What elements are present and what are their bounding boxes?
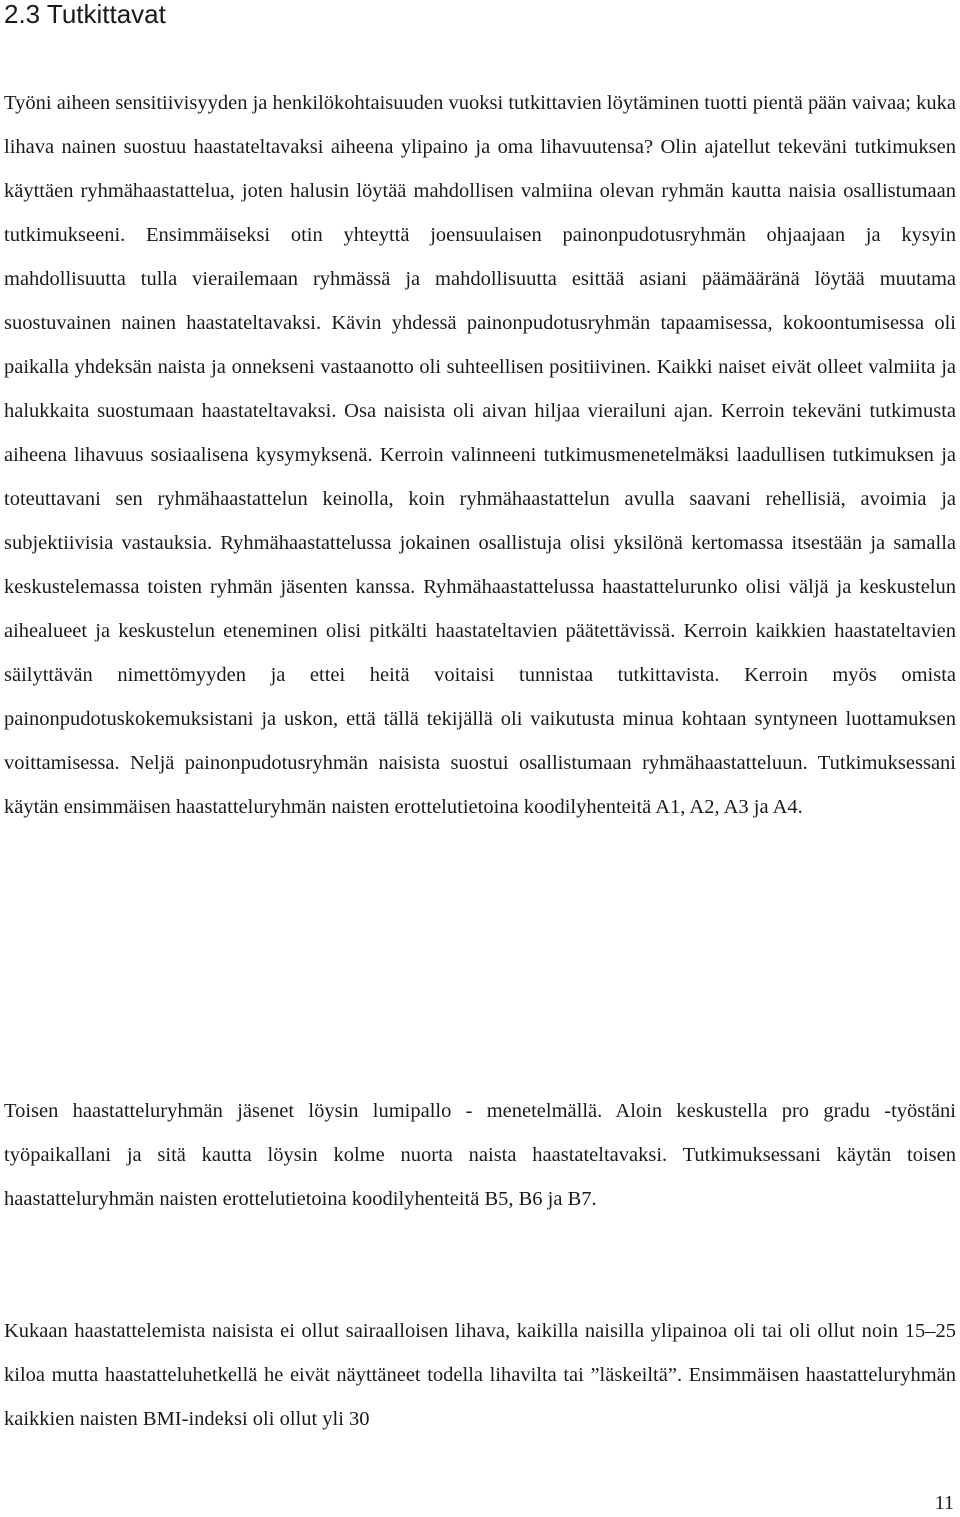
body-paragraph-1: Työni aiheen sensitiivisyyden ja henkilökohtaisuuden vuoksi tutkittavien löytäminen tuotti pientä pään vaivaa; kuka lihava nainen suostuu haastateltavaksi aiheena ylipaino ja oma lihavuutensa? Olin ajatellut tekeväni tutkimuksen käyttäen ryhmähaastattelua, joten halusin löytää mahdollisen valmiina olevan ryhmän kautta naisia osallistumaan tutkimukseeni. Ensimmäiseksi otin yhteyttä joensuulaisen painonpudotusryhmän ohjaajaan ja kysyin mahdollisuutta tulla vierailemaan ryhmässä ja mahdollisuutta esittää asiani päämääränä löytää muutama suostuvainen nainen haastateltavaksi. Kävin yhdessä painonpudotusryhmän tapaamisessa, kokoontumisessa oli paikalla yhdeksän naista ja onnekseni vastaanotto oli suhteellisen positiivinen. Kaikki naiset eivät olleet valmiita ja halukkaita suostumaan haastateltavaksi. Osa naisista oli aivan hiljaa vierailuni ajan. Kerroin tekeväni tutkimusta aiheena lihavuus sosiaalisena kysymyksenä. Kerroin valinneeni tutkimusmenetelmäksi laadullisen tutkimuksen ja toteuttavani sen ryhmähaastattelun keinolla, koin ryhmähaastattelun avulla saavani rehellisiä, avoimia ja subjektiivisia vastauksia. Ryhmähaastattelussa jokainen osallistuja olisi yksilönä kertomassa itsestään ja samalla keskustelemassa toisten ryhmän jäsenten kanssa. Ryhmähaastattelussa haastattelurunko olisi väljä ja keskustelun aihealueet ja keskustelun eteneminen olisi pitkälti haastateltavien päätettävissä. Kerroin kaikkien haastateltavien säilyttävän nimettömyyden ja ettei heitä voitaisi tunnistaa tutkittavista. Kerroin myös omista painonpudotuskokemuksistani ja uskon, että tällä tekijällä oli vaikutusta minua kohtaan syntyneen luottamuksen voittamisessa. Neljä painonpudotusryhmän naisista suostui osallistumaan ryhmähaastatteluun. Tutkimuksessani käytän ensimmäisen haastatteluryhmän naisten erottelutietoina koodilyhenteitä A1, A2, A3 ja A4. <box>4 92 956 818</box>
body-paragraph-2: Toisen haastatteluryhmän jäsenet löysin lumipallo - menetelmällä. Aloin keskustella pro gradu -työstäni työpaikallani ja sitä kautta löysin kolme nuorta naista haastateltavaksi. Tutkimuksessani käytän toisen haastatteluryhmän naisten erottelutietoina koodilyhenteitä B5, B6 ja B7. <box>4 1100 956 1210</box>
page-number: 11 <box>934 1492 954 1514</box>
section-heading: 2.3 Tutkittavat <box>4 0 166 29</box>
body-paragraph-3: Kukaan haastattelemista naisista ei ollut sairaalloisen lihava, kaikilla naisilla ylipainoa oli tai oli ollut noin 15–25 kiloa mutta haastatteluhetkellä he eivät näyttäneet todella lihavilta tai ”läskeiltä”. Ensimmäisen haastatteluryhmän kaikkien naisten BMI-indeksi oli ollut yli 30 <box>4 1320 956 1430</box>
